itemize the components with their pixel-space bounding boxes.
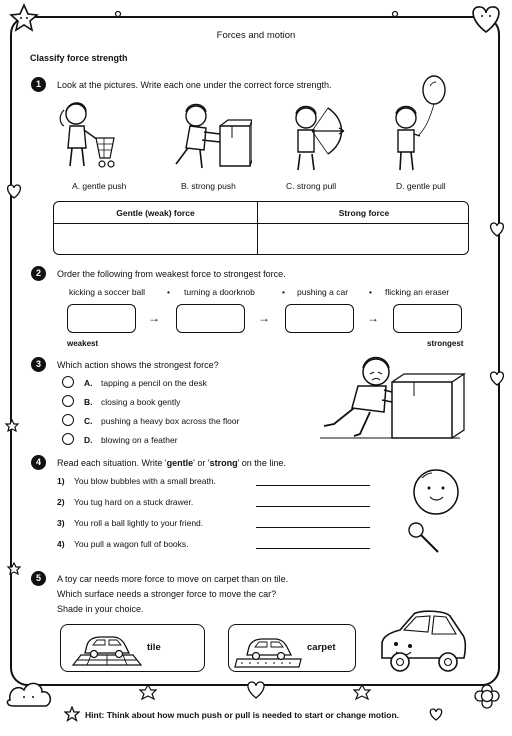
table-header-strong: Strong force [258,202,469,224]
option-c-letter: C. [84,416,93,426]
order-box-3[interactable] [285,304,354,333]
boy-pulling-bow-image [282,98,348,176]
word-gentle: gentle [166,458,194,468]
heart-icon [473,7,499,32]
heart-icon [428,706,444,722]
answer-line-4[interactable] [256,548,370,549]
q2-prompt: Order the following from weakest force to strongest force. [57,269,286,279]
question-number-1: 1 [31,77,46,92]
caption-b: B. strong push [181,181,236,191]
choice-tile-label: tile [147,642,161,653]
order-item-2: turning a doorknob [184,287,255,297]
order-item-4: flicking an eraser [385,287,450,297]
choice-carpet-label: carpet [307,642,336,653]
caption-c: C. strong pull [286,181,337,191]
carpet-choice-box[interactable] [228,624,356,672]
tile-choice-box[interactable] [60,624,205,672]
star-icon [11,5,37,30]
answer-line-1[interactable] [256,485,370,486]
question-number-5: 5 [31,571,46,586]
order-box-2[interactable] [176,304,245,333]
boy-pushing-heavy-box-image [320,350,466,442]
option-a-radio[interactable] [62,376,74,388]
option-d-text: blowing on a feather [101,435,178,445]
option-d-radio[interactable] [62,433,74,445]
question-number-4: 4 [31,455,46,470]
order-box-1[interactable] [67,304,136,333]
option-d-letter: D. [84,435,93,445]
option-b-letter: B. [84,397,93,407]
q4-prompt: Read each situation. Write 'gentle' or 'strong' on the line. [57,458,286,468]
classification-table [53,201,469,255]
situation-number: 1) [57,476,65,486]
situation-number: 3) [57,518,65,528]
situation-number: 2) [57,497,65,507]
order-box-4[interactable] [393,304,462,333]
section-title: Classify force strength [30,53,128,63]
strongest-label: strongest [427,339,464,348]
option-a-letter: A. [84,378,93,388]
gentle-answer-cell[interactable] [54,224,257,254]
option-c-radio[interactable] [62,414,74,426]
situation-text: You pull a wagon full of books. [74,539,189,549]
q5-line-3: Shade in your choice. [57,604,144,614]
answer-line-3[interactable] [256,527,370,528]
arrow-right-icon: → [148,311,160,325]
hint-text: Hint: Think about how much push or pull is needed to start or change motion. [85,710,400,720]
situation-number: 4) [57,539,65,549]
table-header-gentle: Gentle (weak) force [54,202,257,224]
bullet-separator: • [167,287,170,297]
page-title: Forces and motion [216,30,296,41]
option-b-radio[interactable] [62,395,74,407]
bullet-separator: • [282,287,285,297]
girl-pushing-cart-image [58,96,118,176]
order-item-1: kicking a soccer ball [69,287,146,297]
situation-text: You tug hard on a stuck drawer. [74,497,194,507]
car-on-carpet-image [233,629,305,669]
strong-answer-cell[interactable] [259,224,469,254]
option-b-text: closing a book gently [101,397,181,407]
bullet-separator: • [369,287,372,297]
caption-d: D. gentle pull [396,181,446,191]
question-number-3: 3 [31,357,46,372]
boy-holding-balloon-image [386,74,448,176]
smiling-car-image [374,608,470,676]
boy-pushing-box-image [170,98,252,176]
q5-line-2: Which surface needs a stronger force to move the car? [57,589,277,599]
word-strong: strong [209,458,238,468]
cloud-icon [7,683,50,706]
q3-prompt: Which action shows the strongest force? [57,360,219,370]
option-a-text: tapping a pencil on the desk [101,378,207,388]
situation-text: You roll a ball lightly to your friend. [74,518,204,528]
order-item-3: pushing a car [297,287,349,297]
weakest-label: weakest [67,339,99,348]
flower-icon [475,685,499,708]
answer-line-2[interactable] [256,506,370,507]
question-number-2: 2 [31,266,46,281]
option-c-text: pushing a heavy box across the floor [101,416,240,426]
arrow-right-icon: → [367,311,379,325]
q1-prompt: Look at the pictures. Write each one under the correct force strength. [57,80,332,90]
q5-line-1: A toy car needs more force to move on carpet than on tile. [57,574,289,584]
car-on-tile-image [67,629,147,669]
situation-text: You blow bubbles with a small breath. [74,476,216,486]
caption-a: A. gentle push [72,181,127,191]
star-icon [64,706,80,722]
bubble-wand-image [398,464,470,556]
arrow-right-icon: → [258,311,270,325]
